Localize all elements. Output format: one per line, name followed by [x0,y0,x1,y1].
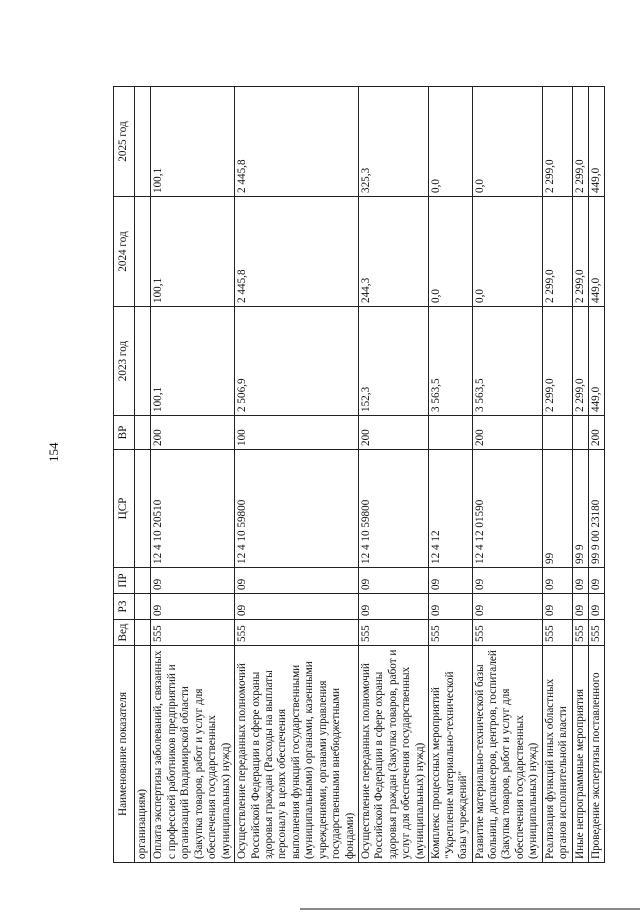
row-vr: 200 [151,416,235,450]
row-name: Развитие материально-технической базы больниц, диспансеров, центров, госпиталей (Закупка товаров, работ и услуг для обеспечения государственных (муниципальных) нужд) [472,646,542,863]
row-pr: 09 [572,568,588,594]
row-ved: 555 [572,620,588,646]
header-rz: РЗ [114,594,135,620]
row-vr [429,416,472,450]
header-name: Наименование показателя [114,646,135,863]
row-rz: 09 [542,594,572,620]
row-rz: 09 [235,594,359,620]
row-vr: 200 [589,416,605,450]
header-csr: ЦСР [114,450,135,568]
row-2024: 2 299,0 [572,197,588,307]
table-row [359,87,429,863]
row-ved: 555 [542,620,572,646]
row-ved: 555 [235,620,359,646]
row-pr: 09 [359,568,429,594]
row-2023: 3 563,5 [472,307,542,416]
table-row [472,87,542,863]
row-name: Проведение экспертизы поставленного [589,646,605,863]
budget-table [113,86,605,863]
row-vr: 100 [235,416,359,450]
table-row [429,87,472,863]
row-name: Иные непрограммные мероприятия [572,646,588,863]
row-rz: 09 [589,594,605,620]
row-2025: 100,1 [151,87,235,197]
row-ved: 555 [359,620,429,646]
row-csr: 99 [542,450,572,568]
row-2025: 2 445,8 [235,87,359,197]
row-2024: 0,0 [472,197,542,307]
row-pr [135,568,151,594]
row-ved: 555 [589,620,605,646]
row-pr: 09 [429,568,472,594]
row-2025: 0,0 [472,87,542,197]
row-2025 [135,87,151,197]
row-vr [135,416,151,450]
row-pr: 09 [151,568,235,594]
row-2023 [135,307,151,416]
scan-edge-line [300,908,640,910]
header-2023: 2023 год [114,307,135,416]
row-rz: 09 [572,594,588,620]
table-header-row [114,87,135,863]
row-2023: 2 299,0 [542,307,572,416]
row-vr: 200 [472,416,542,450]
row-2024: 2 299,0 [542,197,572,307]
row-2025: 325,3 [359,87,429,197]
header-vr: ВР [114,416,135,450]
row-2024: 0,0 [429,197,472,307]
row-2023: 3 563,5 [429,307,472,416]
row-2025: 449,0 [589,87,605,197]
row-pr: 09 [589,568,605,594]
row-csr [135,450,151,568]
table-row [151,87,235,863]
table-row [589,87,605,863]
row-ved [135,620,151,646]
row-2024: 244,3 [359,197,429,307]
row-pr: 09 [235,568,359,594]
row-name: Осуществление переданных полномочий Российской Федерации в сфере охраны здоровья граждан (Расходы на выплаты персоналу в целях обеспечения выполнения функций государственными (муниципальными) органами, казенными учреждениями, органами управления государственными внебюджетными фондами) [235,646,359,863]
row-csr: 12 4 12 01590 [472,450,542,568]
row-rz [135,594,151,620]
row-2024 [135,197,151,307]
row-csr: 12 4 10 59800 [235,450,359,568]
row-2024: 449,0 [589,197,605,307]
row-csr: 12 4 10 20510 [151,450,235,568]
row-csr: 12 4 12 [429,450,472,568]
row-csr: 99 9 [572,450,588,568]
row-name: Осуществление переданных полномочий Российской Федерации в сфере охраны здоровья граждан (Закупка товаров, работ и услуг для обеспечения государственных (муниципальных) нужд) [359,646,429,863]
row-ved: 555 [429,620,472,646]
row-rz: 09 [151,594,235,620]
row-2025: 2 299,0 [572,87,588,197]
row-name: Комплекс процессных мероприятий "Укрепление материально-технической базы учреждений" [429,646,472,863]
row-2023: 449,0 [589,307,605,416]
header-2024: 2024 год [114,197,135,307]
row-2023: 2 299,0 [572,307,588,416]
row-rz: 09 [359,594,429,620]
row-name: Реализация функций иных областных органов исполнительной власти [542,646,572,863]
rotated-page [113,87,613,863]
row-2024: 2 445,8 [235,197,359,307]
header-2025: 2025 год [114,87,135,197]
header-ved: Вед [114,620,135,646]
table-row [572,87,588,863]
row-pr: 09 [542,568,572,594]
row-vr: 200 [359,416,429,450]
table-row [235,87,359,863]
row-ved: 555 [472,620,542,646]
header-pr: ПР [114,568,135,594]
table-row [542,87,572,863]
table-row [135,87,151,863]
row-2023: 2 506,9 [235,307,359,416]
row-2023: 100,1 [151,307,235,416]
row-name: Оплата экспертизы заболеваний, связанных с профессией работников предприятий и организаций Владимирской области (Закупка товаров, работ и услуг для обеспечения государственных (муниципальных) нужд) [151,646,235,863]
row-csr: 12 4 10 59800 [359,450,429,568]
row-pr: 09 [472,568,542,594]
row-2025: 2 299,0 [542,87,572,197]
row-rz: 09 [472,594,542,620]
row-vr [572,416,588,450]
row-ved: 555 [151,620,235,646]
row-2024: 100,1 [151,197,235,307]
row-rz: 09 [429,594,472,620]
row-vr [542,416,572,450]
row-2023: 152,3 [359,307,429,416]
row-name: организациям) [135,646,151,863]
row-csr: 99 9 00 23180 [589,450,605,568]
page-number: 154 [46,442,61,462]
row-2025: 0,0 [429,87,472,197]
